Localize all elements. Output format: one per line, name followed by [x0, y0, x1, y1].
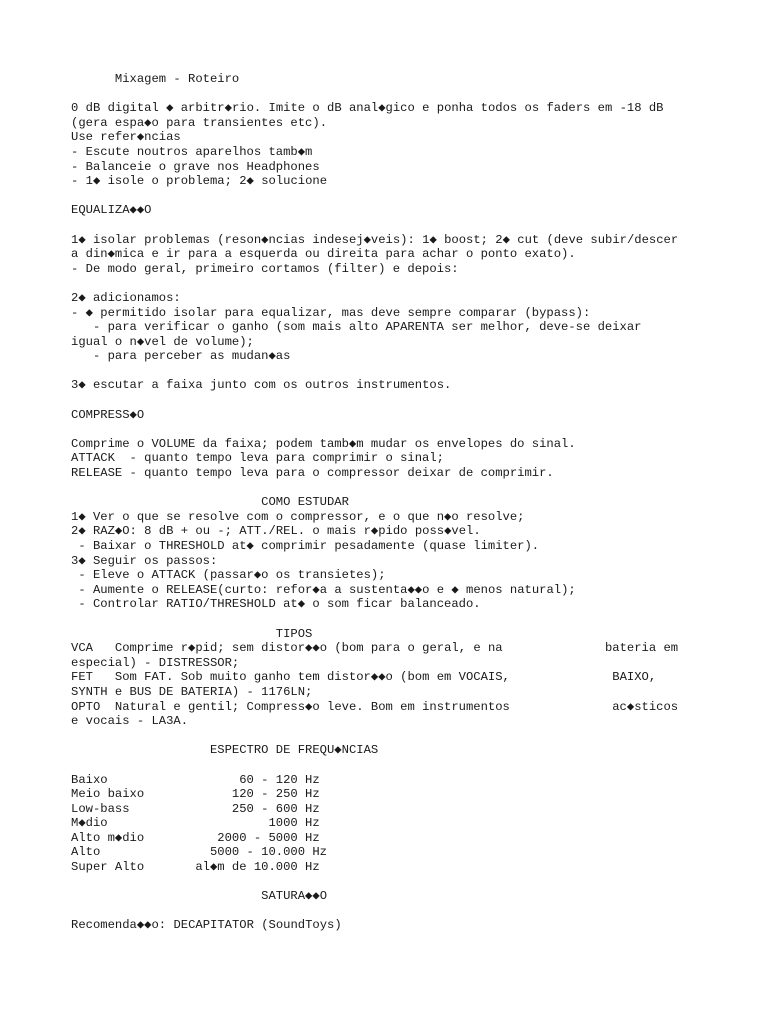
text-line: - para verificar o ganho (som mais alto APARENTA ser melhor, deve-se deixar [71, 320, 642, 335]
text-line [71, 364, 678, 379]
text-line: Recomenda◆◆o: DECAPITATOR (SoundToys) [71, 918, 342, 933]
text-line: 2◆ adicionamos: [71, 290, 181, 305]
text-line: - Balanceie o grave nos Headphones [71, 159, 320, 174]
text-line: Baixo 60 - 120 Hz [71, 772, 320, 787]
text-line: FET Som FAT. Sob muito ganho tem distor◆◆o (bom em VOCAIS, BAIXO, [71, 670, 657, 685]
document-body [71, 72, 678, 933]
text-line: EQUALIZA◆◆O [71, 203, 152, 218]
text-line: Mixagem - Roteiro [71, 72, 240, 86]
text-line [71, 758, 678, 773]
text-line [71, 393, 678, 408]
text-line: Use refer◆ncias [71, 130, 181, 145]
text-line: 1◆ isolar problemas (reson◆ncias indesej◆veis): 1◆ boost; 2◆ cut (deve subir/descer [71, 232, 679, 247]
text-line: ESPECTRO DE FREQU◆NCIAS [71, 743, 379, 758]
text-line [71, 875, 678, 890]
text-line: - Aumente o RELEASE(curto: refor◆a a sustenta◆◆o e ◆ menos natural); [71, 582, 576, 597]
text-line: Low-bass 250 - 600 Hz [71, 801, 320, 816]
text-line: e vocais - LA3A. [71, 714, 189, 729]
text-line [71, 612, 678, 627]
text-line [71, 276, 678, 291]
text-line: - ◆ permitido isolar para equalizar, mas deve sempre comparar (bypass): [71, 305, 591, 320]
text-line: especial) - DISTRESSOR; [71, 655, 240, 670]
text-line: Comprime o VOLUME da faixa; podem tamb◆m mudar os envelopes do sinal. [71, 436, 576, 451]
text-line [71, 729, 678, 744]
text-line [71, 189, 678, 204]
text-line: 3◆ escutar a faixa junto com os outros instrumentos. [71, 378, 452, 393]
text-line: Super Alto al◆m de 10.000 Hz [71, 860, 320, 875]
text-line [71, 422, 678, 437]
text-line [71, 218, 678, 233]
text-line: 2◆ RAZ◆O: 8 dB + ou -; ATT./REL. o mais r◆pido poss◆vel. [71, 524, 481, 539]
text-line: RELEASE - quanto tempo leva para o compressor deixar de comprimir. [71, 466, 554, 481]
text-line: - Escute noutros aparelhos tamb◆m [71, 144, 313, 159]
text-line: Alto m◆dio 2000 - 5000 Hz [71, 830, 320, 845]
text-line: - Eleve o ATTACK (passar◆o os transietes); [71, 568, 386, 583]
text-line: TIPOS [71, 626, 313, 641]
text-line: igual o n◆vel de volume); [71, 334, 254, 349]
text-line: SYNTH e BUS DE BATERIA) - 1176LN; [71, 684, 313, 699]
text-line: - 1◆ isole o problema; 2◆ solucione [71, 174, 328, 189]
text-line: - Baixar o THRESHOLD at◆ comprimir pesadamente (quase limiter). [71, 539, 540, 553]
text-line: Alto 5000 - 10.000 Hz [71, 845, 327, 860]
text-line [71, 87, 678, 102]
text-line: COMO ESTUDAR [71, 495, 349, 510]
text-line: OPTO Natural e gentil; Compress◆o leve. Bom em instrumentos ac◆sticos [71, 699, 679, 714]
text-line: M◆dio 1000 Hz [71, 816, 320, 831]
text-line: 0 dB digital ◆ arbitr◆rio. Imite o dB anal◆gico e ponha todos os faders em -18 dB [71, 101, 664, 116]
text-line: ATTACK - quanto tempo leva para comprimir o sinal; [71, 451, 444, 466]
text-line: - para perceber as mudan◆as [71, 349, 291, 364]
text-line: - De modo geral, primeiro cortamos (filter) e depois: [71, 261, 459, 276]
text-line: - Controlar RATIO/THRESHOLD at◆ o som ficar balanceado. [71, 597, 481, 612]
text-line: 1◆ Ver o que se resolve com o compressor, e o que n◆o resolve; [71, 509, 525, 524]
text-line: Meio baixo 120 - 250 Hz [71, 787, 320, 802]
text-line: SATURA◆◆O [71, 889, 328, 904]
text-line: 3◆ Seguir os passos: [71, 553, 218, 568]
text-line: VCA Comprime r◆pid; sem distor◆◆o (bom para o geral, e na bateria em [71, 641, 679, 656]
text-line [71, 904, 678, 919]
text-line: a din◆mica e ir para a esquerda ou direita para achar o ponto exato). [71, 247, 576, 262]
text-line: (gera espa◆o para transientes etc). [71, 115, 328, 130]
text-line [71, 481, 678, 496]
text-line: COMPRESS◆O [71, 407, 145, 422]
